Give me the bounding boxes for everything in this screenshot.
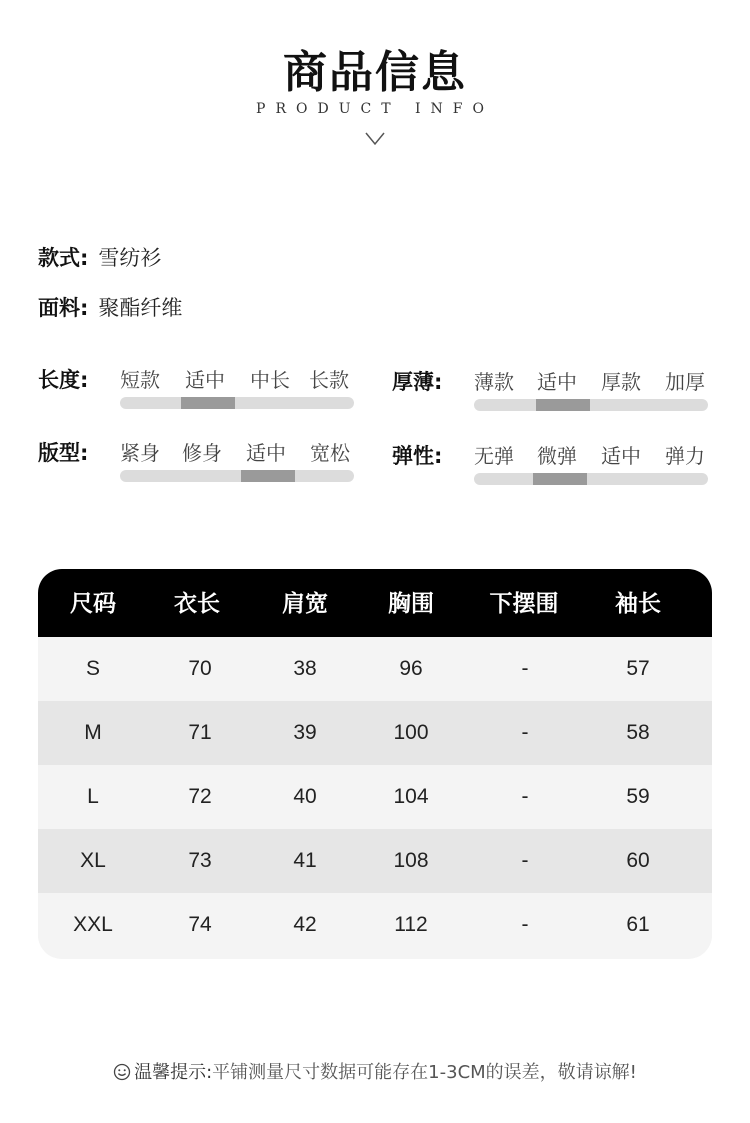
scale-length-track [120, 397, 354, 409]
page-subtitle: PRODUCT INFO [256, 101, 494, 117]
spec-style-label: 款式: [38, 246, 89, 270]
table-cell: L [87, 785, 99, 808]
scale-length-label: 长度: [38, 368, 89, 392]
scale-length-option: 适中 [185, 368, 225, 392]
scale-thickness-indicator [536, 399, 590, 411]
scale-fit-track [120, 470, 354, 482]
scale-elasticity-option: 无弹 [474, 444, 514, 468]
scale-elasticity-option: 适中 [601, 444, 641, 468]
column-header-shoulder: 肩宽 [282, 591, 328, 617]
spec-style-value: 雪纺衫 [98, 246, 162, 270]
column-header-bust: 胸围 [388, 591, 434, 617]
scale-elasticity-track [474, 473, 708, 485]
table-cell: 60 [626, 849, 650, 872]
table-cell: 96 [399, 657, 423, 680]
table-cell: 108 [393, 849, 429, 872]
scale-thickness-track [474, 399, 708, 411]
scale-thickness-option: 适中 [537, 370, 577, 394]
table-cell: - [521, 849, 529, 872]
smile-icon [113, 1063, 131, 1081]
table-row [38, 893, 712, 957]
note-text: 平铺测量尺寸数据可能存在1-3CM的误差，敬请谅解! [212, 1062, 637, 1083]
scale-elasticity-option: 弹力 [665, 444, 705, 468]
scale-fit-label: 版型: [38, 441, 89, 465]
measurement-note [0, 1058, 750, 1084]
spec-fabric-label: 面料: [38, 296, 89, 320]
spec-fabric-value: 聚酯纤维 [98, 296, 183, 320]
table-cell: XL [80, 849, 106, 872]
table-cell: 73 [188, 849, 212, 872]
scale-thickness-option: 加厚 [665, 370, 705, 394]
column-header-hem: 下摆围 [489, 591, 559, 617]
scale-fit-option: 紧身 [120, 441, 160, 465]
chevron-down-icon [365, 132, 385, 146]
scale-length-option: 短款 [120, 368, 160, 392]
scale-length-option: 长款 [309, 368, 349, 392]
table-cell: 41 [293, 849, 317, 872]
table-cell: 70 [188, 657, 212, 680]
table-cell: XXL [73, 913, 113, 936]
scale-fit-option: 宽松 [310, 441, 350, 465]
table-cell: 72 [188, 785, 212, 808]
table-cell: 71 [188, 721, 212, 744]
scale-thickness-label: 厚薄: [392, 370, 443, 394]
scale-fit-option: 适中 [246, 441, 286, 465]
table-cell: 38 [293, 657, 317, 680]
spec-fabric [38, 292, 182, 322]
table-row [38, 829, 712, 893]
table-row [38, 765, 712, 829]
column-header-length: 衣长 [174, 591, 220, 617]
table-cell: S [85, 657, 100, 680]
scale-elasticity-option: 微弹 [537, 444, 577, 468]
spec-style [38, 242, 161, 272]
scale-thickness-option: 厚款 [601, 370, 641, 394]
table-cell: 104 [393, 785, 429, 808]
table-cell: M [84, 721, 102, 744]
table-row [38, 637, 712, 701]
table-cell: - [521, 657, 529, 680]
scale-length-option: 中长 [250, 368, 290, 392]
table-row [38, 701, 712, 765]
scale-thickness-option: 薄款 [474, 370, 514, 394]
table-cell: 57 [626, 657, 650, 680]
table-cell: 100 [393, 721, 429, 744]
table-cell: 42 [293, 913, 317, 936]
table-cell: 40 [293, 785, 317, 808]
table-cell: 61 [626, 913, 650, 936]
scale-fit-indicator [241, 470, 295, 482]
table-cell: - [521, 721, 529, 744]
table-cell: 112 [394, 913, 428, 936]
note-label: 温馨提示: [134, 1062, 213, 1083]
size-table [38, 569, 712, 959]
table-cell: 39 [293, 721, 317, 744]
scale-length-indicator [181, 397, 235, 409]
table-cell: 74 [188, 913, 212, 936]
table-cell: 59 [626, 785, 650, 808]
page-title: 商品信息 [283, 47, 467, 98]
size-table-header [38, 569, 712, 637]
scale-fit-option: 修身 [182, 441, 222, 465]
scale-elasticity-label: 弹性: [392, 444, 443, 468]
table-cell: 58 [626, 721, 650, 744]
table-cell: - [521, 785, 529, 808]
column-header-size: 尺码 [70, 591, 116, 617]
column-header-sleeve: 袖长 [615, 591, 661, 617]
table-cell: - [521, 913, 529, 936]
scale-elasticity-indicator [533, 473, 587, 485]
